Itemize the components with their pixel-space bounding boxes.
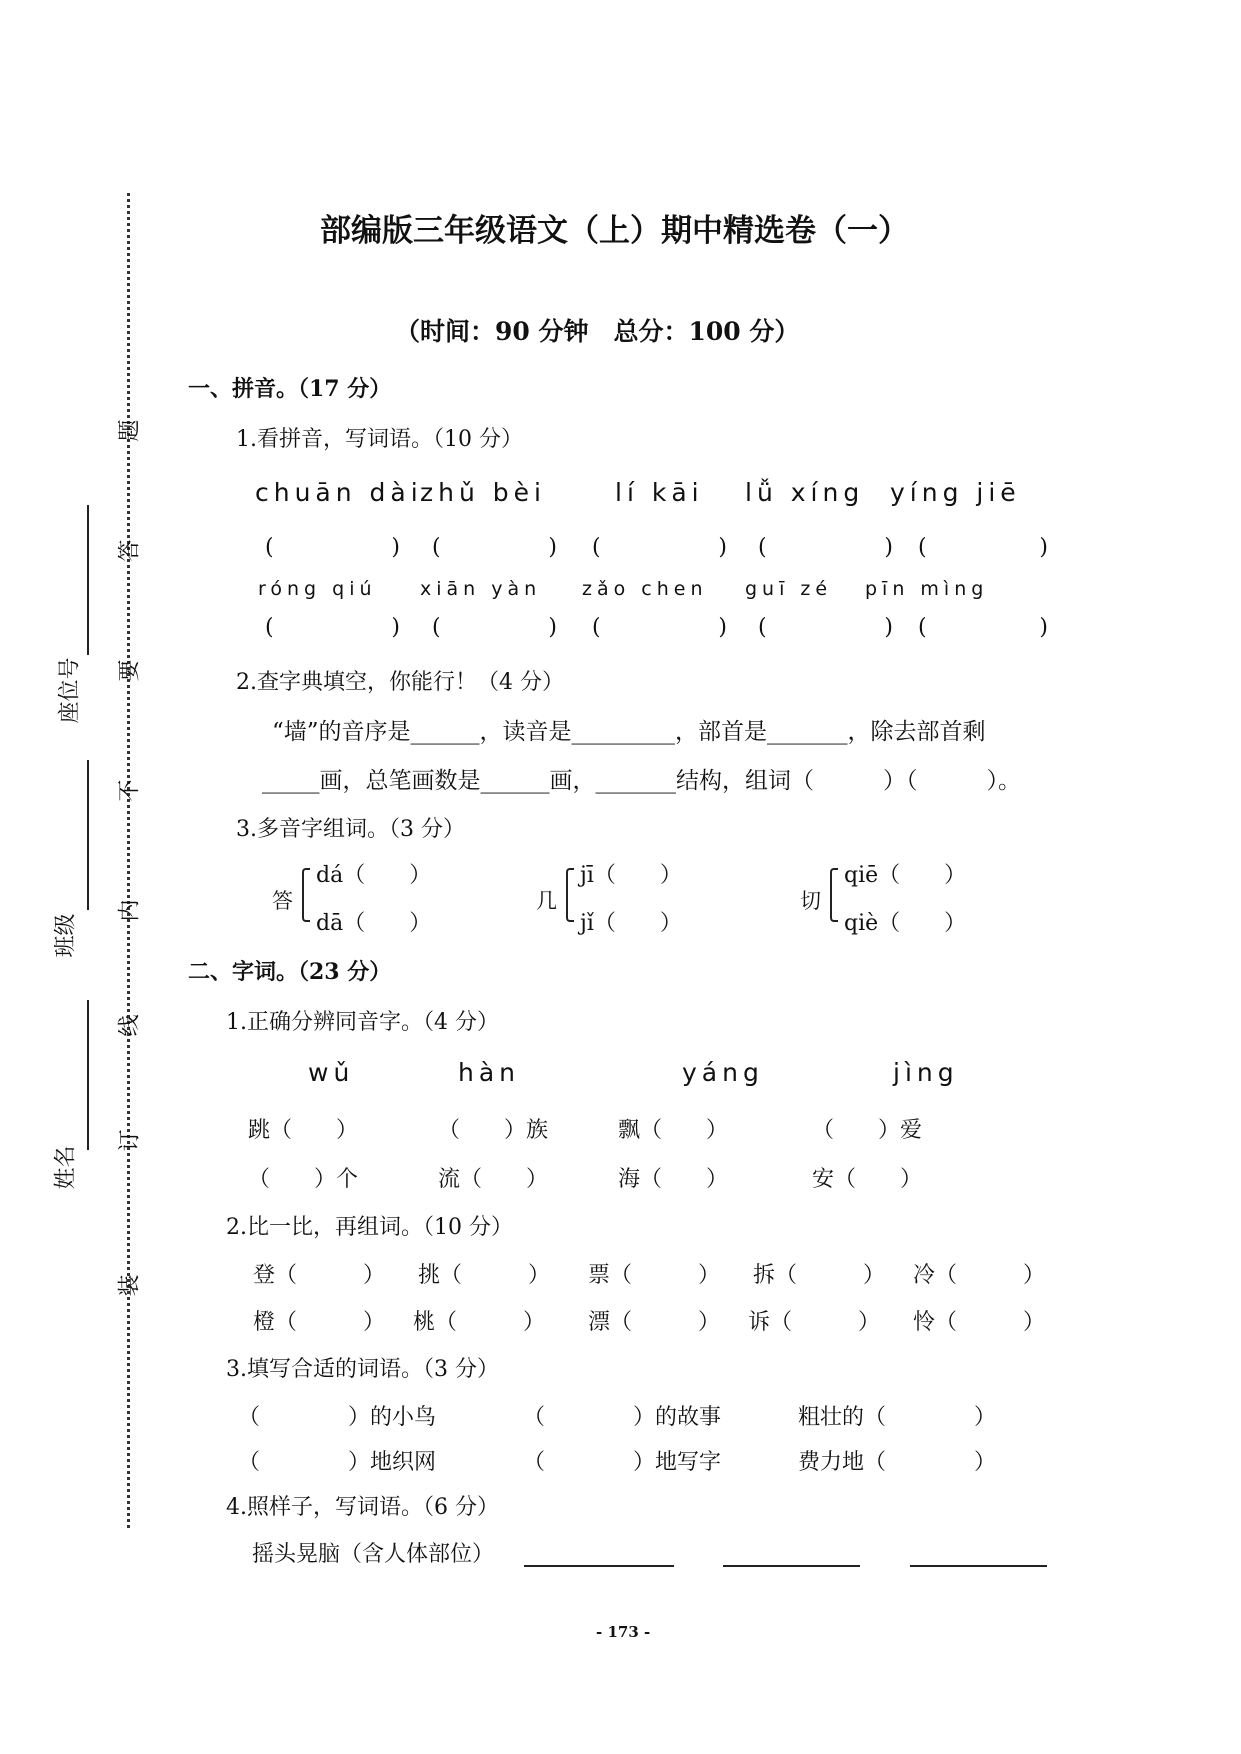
pinyin-6: róng qiú bbox=[258, 578, 377, 600]
compare-r2-2[interactable]: 桃（ ） bbox=[413, 1310, 546, 1335]
answer-box-r2-4[interactable]: ( ) bbox=[758, 615, 893, 640]
poly-2-top[interactable]: jī（ ） bbox=[580, 863, 682, 888]
pinyin-9: guī zé bbox=[745, 578, 833, 600]
s2-q2-title: 2.比一比，再组词。（10 分） bbox=[226, 1215, 513, 1240]
homophone-r1-2[interactable]: （ ）族 bbox=[438, 1118, 549, 1143]
compare-r1-2[interactable]: 挑（ ） bbox=[418, 1263, 551, 1288]
homophone-r2-2[interactable]: 流（ ） bbox=[438, 1167, 549, 1192]
answer-box-r1-2[interactable]: ( ) bbox=[432, 535, 557, 560]
pinyin-4: lǚ xíng bbox=[745, 478, 865, 507]
compare-r2-4[interactable]: 诉（ ） bbox=[748, 1310, 881, 1335]
answer-line-1[interactable] bbox=[524, 1565, 674, 1567]
pinyin-1: chuān dài bbox=[255, 478, 423, 507]
compare-r1-5[interactable]: 冷（ ） bbox=[913, 1263, 1046, 1288]
homophone-pinyin-1: wǔ bbox=[308, 1058, 355, 1087]
poly-char-3: 切 bbox=[800, 889, 821, 913]
pinyin-10: pīn mìng bbox=[865, 578, 989, 600]
fill-r1-2[interactable]: （ ）的故事 bbox=[523, 1405, 722, 1430]
answer-box-r1-3[interactable]: ( ) bbox=[592, 535, 727, 560]
answer-box-r1-5[interactable]: ( ) bbox=[918, 535, 1048, 560]
pinyin-5: yíng jiē bbox=[890, 478, 1021, 507]
s2-q1-title: 1.正确分辨同音字。（4 分） bbox=[226, 1010, 499, 1035]
homophone-pinyin-3: yáng bbox=[682, 1058, 764, 1087]
binding-line-left bbox=[127, 193, 130, 1528]
homophone-r1-3[interactable]: 飘（ ） bbox=[618, 1118, 729, 1143]
compare-r1-3[interactable]: 票（ ） bbox=[588, 1263, 721, 1288]
s1-q1-title: 1.看拼音，写词语。（10 分） bbox=[236, 427, 523, 452]
s2-q4-example: 摇头晃脑（含人体部位） bbox=[252, 1542, 495, 1567]
page-number: - 173 - bbox=[596, 1623, 651, 1641]
poly-char-1: 答 bbox=[272, 889, 293, 913]
fill-r1-3[interactable]: 粗壮的（ ） bbox=[798, 1405, 997, 1430]
section1-title: 一、拼音。（17 分） bbox=[188, 376, 392, 402]
section2-title: 二、字词。（23 分） bbox=[188, 959, 392, 985]
answer-box-r2-3[interactable]: ( ) bbox=[592, 615, 727, 640]
poly-1-bottom[interactable]: dā（ ） bbox=[316, 911, 432, 936]
s2-q4-title: 4.照样子，写词语。（6 分） bbox=[226, 1495, 499, 1520]
seat-blank-line bbox=[87, 505, 89, 655]
homophone-r1-4[interactable]: （ ）爱 bbox=[812, 1118, 923, 1143]
fill-r2-2[interactable]: （ ）地写字 bbox=[523, 1450, 722, 1475]
homophone-pinyin-4: jìng bbox=[893, 1058, 959, 1087]
poly-3-bottom[interactable]: qiè（ ） bbox=[844, 911, 967, 936]
poly-3-top[interactable]: qiē（ ） bbox=[844, 863, 967, 888]
pinyin-7: xiān yàn bbox=[420, 578, 542, 600]
brace-1 bbox=[302, 868, 310, 922]
poly-2-bottom[interactable]: jǐ（ ） bbox=[580, 911, 682, 936]
compare-r1-4[interactable]: 拆（ ） bbox=[753, 1263, 886, 1288]
fill-r1-1[interactable]: （ ）的小鸟 bbox=[238, 1405, 437, 1430]
s2-q3-title: 3.填写合适的词语。（3 分） bbox=[226, 1357, 499, 1382]
s1-q2-title: 2.查字典填空，你能行！（4 分） bbox=[236, 670, 564, 695]
answer-line-3[interactable] bbox=[910, 1565, 1047, 1567]
answer-box-r1-1[interactable]: ( ) bbox=[265, 535, 400, 560]
compare-r2-5[interactable]: 怜（ ） bbox=[913, 1310, 1046, 1335]
class-blank-line bbox=[87, 760, 89, 910]
poly-1-top[interactable]: dá（ ） bbox=[316, 863, 432, 888]
homophone-r2-1[interactable]: （ ）个 bbox=[248, 1167, 359, 1192]
answer-line-2[interactable] bbox=[723, 1565, 860, 1567]
compare-r1-1[interactable]: 登（ ） bbox=[253, 1263, 386, 1288]
fill-r2-3[interactable]: 费力地（ ） bbox=[798, 1450, 997, 1475]
answer-box-r1-4[interactable]: ( ) bbox=[758, 535, 893, 560]
pinyin-8: zǎo chen bbox=[582, 578, 708, 600]
s1-q2-line1: “墙”的音序是______，读音是_________，部首是_______，除去部首剩 bbox=[272, 719, 986, 745]
pinyin-3: lí kāi bbox=[615, 478, 704, 507]
answer-box-r2-5[interactable]: ( ) bbox=[918, 615, 1048, 640]
seat-label: 座位号 bbox=[57, 657, 83, 724]
brace-2 bbox=[566, 868, 574, 922]
compare-r2-1[interactable]: 橙（ ） bbox=[253, 1310, 386, 1335]
homophone-r2-3[interactable]: 海（ ） bbox=[618, 1167, 729, 1192]
homophone-r1-1[interactable]: 跳（ ） bbox=[248, 1118, 359, 1143]
poly-char-2: 几 bbox=[536, 889, 557, 913]
s1-q3-title: 3.多音字组词。（3 分） bbox=[236, 817, 465, 842]
page-subtitle: （时间：90 分钟 总分：100 分） bbox=[395, 317, 800, 346]
name-label: 姓名 bbox=[53, 1145, 79, 1190]
brace-3 bbox=[830, 868, 838, 922]
s1-q2-line2: _____画，总笔画数是______画，_______结构，组词（ ）（ ）。 bbox=[262, 768, 1021, 794]
compare-r2-3[interactable]: 漂（ ） bbox=[588, 1310, 721, 1335]
class-label: 班级 bbox=[53, 913, 79, 958]
pinyin-2: zhǔ bèi bbox=[420, 478, 546, 507]
fill-r2-1[interactable]: （ ）地织网 bbox=[238, 1450, 437, 1475]
homophone-pinyin-2: hàn bbox=[458, 1058, 521, 1087]
name-blank-line bbox=[87, 1000, 89, 1150]
answer-box-r2-1[interactable]: ( ) bbox=[265, 615, 400, 640]
page-title: 部编版三年级语文（上）期中精选卷（一） bbox=[320, 213, 909, 249]
answer-box-r2-2[interactable]: ( ) bbox=[432, 615, 557, 640]
homophone-r2-4[interactable]: 安（ ） bbox=[812, 1167, 923, 1192]
